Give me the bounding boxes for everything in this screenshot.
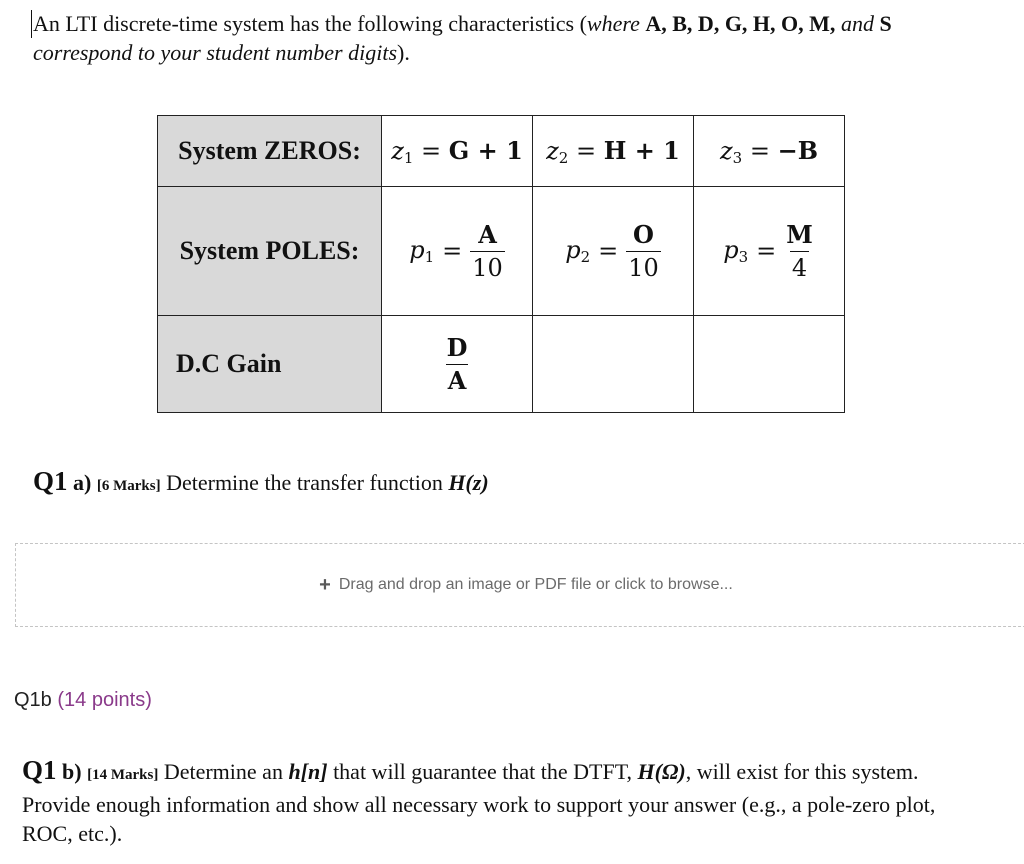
system-spec-table bbox=[157, 115, 845, 413]
poles-row bbox=[158, 187, 845, 316]
pole-3-cell bbox=[694, 187, 845, 316]
zero-2-expr: $z_2 = H + 1$ bbox=[546, 135, 680, 167]
question-1b: Q1 b) [14 Marks] Determine an h[n] that will guarantee that the DTFT, H(Ω), will exist for this system. Provide enough information and show all necessary work to support your answer (e.g., a pole-zero plot, ROC, etc.). bbox=[22, 755, 936, 846]
zero-2-cell bbox=[533, 116, 694, 187]
pole-2-cell bbox=[533, 187, 694, 316]
question-1a: Q1 a) [6 Marks] Determine the transfer function H(z) bbox=[33, 466, 489, 496]
zero-3-expr: $z_3 = -B$ bbox=[720, 135, 818, 167]
file-upload-dropzone[interactable] bbox=[15, 543, 1024, 627]
problem-intro: An LTI discrete-time system has the following characteristics (where A, B, D, G, H, O, M, and S correspond to your student number digits). bbox=[33, 11, 892, 65]
dc-gain-row bbox=[158, 316, 845, 413]
pole-1-cell bbox=[382, 187, 533, 316]
pole-1-expr: $p_1$ = $\frac{A}{10}$ bbox=[409, 219, 503, 282]
plus-icon: + bbox=[319, 573, 331, 596]
zeros-row bbox=[158, 116, 845, 187]
poles-label: System POLES: bbox=[158, 187, 382, 316]
zeros-label: System ZEROS: bbox=[158, 116, 382, 187]
upload-prompt: Drag and drop an image or PDF file or click to browse... bbox=[338, 576, 733, 593]
question-1b-title: Q1b bbox=[14, 689, 52, 711]
zero-1-cell bbox=[382, 116, 533, 187]
question-1b-header bbox=[14, 689, 152, 712]
text-cursor bbox=[31, 10, 32, 38]
zero-1-expr: $z_1 = G + 1$ bbox=[391, 135, 523, 167]
question-1b-points: (14 points) bbox=[57, 689, 152, 711]
dc-empty-cell-1 bbox=[533, 316, 694, 413]
dc-gain-cell bbox=[382, 316, 533, 413]
dc-gain-expr: $\frac{D}{A}$ bbox=[446, 332, 468, 395]
pole-3-expr: $p_3$ = $\frac{M}{4}$ bbox=[723, 219, 813, 282]
pole-2-expr: $p_2$ = $\frac{O}{10}$ bbox=[565, 219, 659, 282]
dc-empty-cell-2 bbox=[694, 316, 845, 413]
zero-3-cell bbox=[694, 116, 845, 187]
dc-gain-label: D.C Gain bbox=[158, 316, 382, 413]
